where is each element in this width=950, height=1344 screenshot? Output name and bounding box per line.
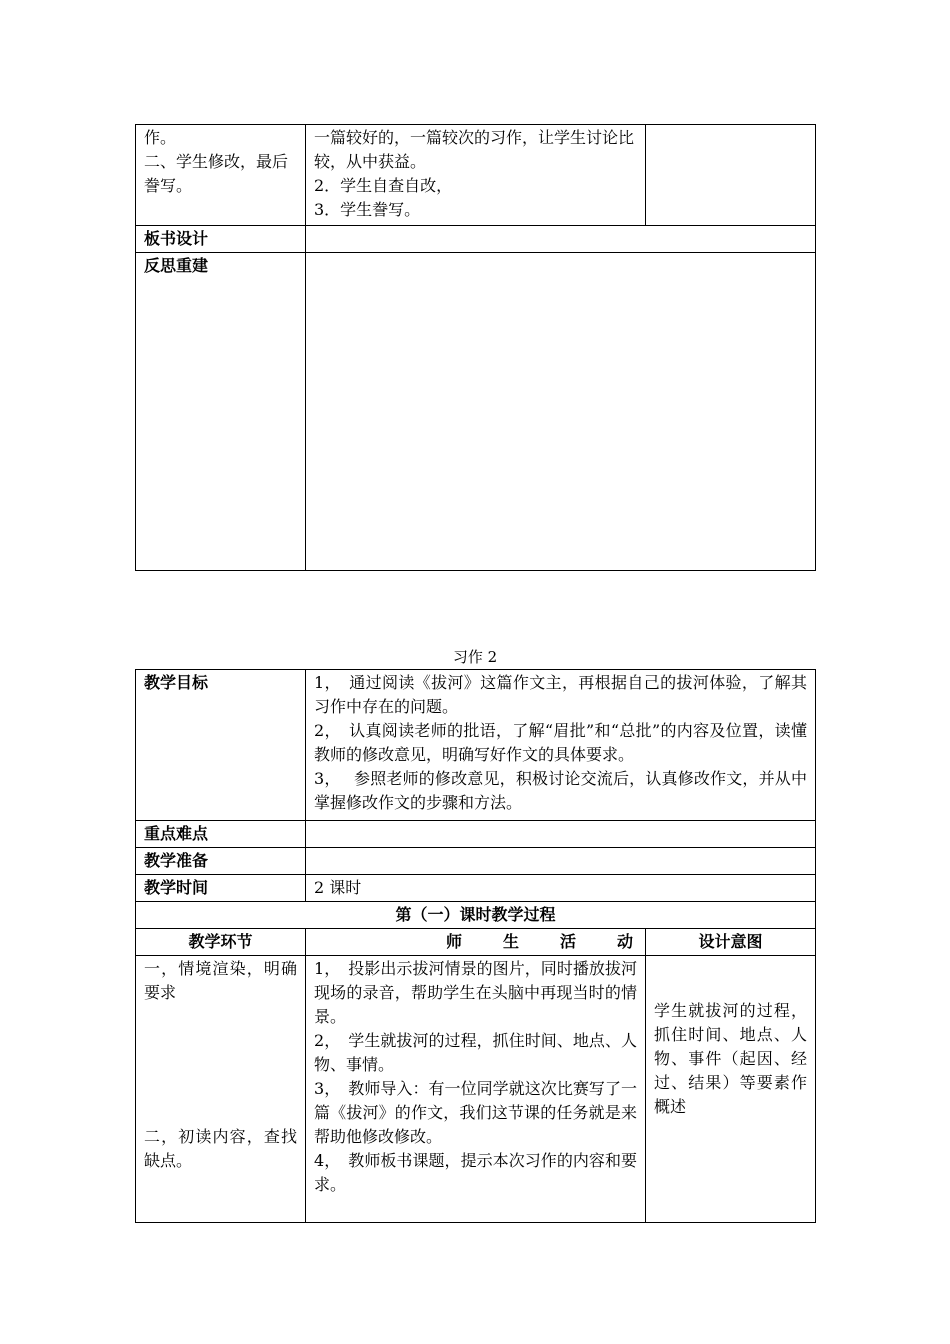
activity-item: 3， 教师导入：有一位同学就这次比赛写了一篇《拔河》的作文，我们这节课的任务就是来帮助他修改修改。 — [314, 1079, 637, 1146]
activity-item: 4， 教师板书课题，提示本次习作的内容和要求。 — [314, 1151, 637, 1194]
blackboard-design-cell — [306, 226, 816, 253]
stage-item: 二，初读内容，查找缺点。 — [144, 1127, 297, 1170]
key-points-cell — [306, 821, 816, 848]
activity-text: 2．学生自查自改， — [314, 176, 453, 195]
activity-cell — [306, 956, 646, 1223]
header-activity-char: 生 — [502, 932, 519, 951]
time-label: 教学时间 — [136, 875, 306, 902]
lesson-table-continued — [135, 124, 816, 571]
preparation-cell — [306, 848, 816, 875]
key-points-label: 重点难点 — [136, 821, 306, 848]
goals-cell — [306, 670, 816, 821]
goal-item: 2， 认真阅读老师的批语，了解“眉批”和“总批”的内容及位置，读懂教师的修改意见，明确写好作文的具体要求。 — [314, 721, 807, 764]
header-activity-char: 师 — [446, 932, 463, 951]
activity-text: 3．学生誊写。 — [314, 200, 421, 219]
blackboard-design-label: 板书设计 — [136, 226, 306, 253]
stage-text: 作。 — [144, 128, 177, 147]
process-title: 第（一）课时教学过程 — [136, 902, 816, 929]
stage-item: 一，情境渲染，明确要求 — [144, 959, 297, 1002]
header-activity-char: 动 — [616, 932, 633, 951]
header-stage: 教学环节 — [136, 929, 306, 956]
stage-cell — [136, 125, 306, 226]
lesson-plan-table — [135, 669, 816, 1223]
goal-item: 1， 通过阅读《拔河》这篇作文主，再根据自己的拔河体验，了解其习作中存在的问题。 — [314, 673, 807, 716]
intent-cell — [646, 125, 816, 226]
activity-item: 1， 投影出示拔河情景的图片，同时播放拔河现场的录音，帮助学生在头脑中再现当时的情景。 — [314, 959, 637, 1026]
preparation-label: 教学准备 — [136, 848, 306, 875]
header-activity — [306, 929, 646, 956]
intent-text: 学生就拔河的过程，抓住时间、地点、人物、事件（起因、经过、结果）等要素作概述 — [654, 1001, 807, 1116]
activity-item: 2， 学生就拔河的过程，抓住时间、地点、人物、事情。 — [314, 1031, 637, 1074]
activity-text: 一篇较好的，一篇较次的习作，让学生讨论比较，从中获益。 — [314, 128, 635, 171]
header-intent: 设计意图 — [646, 929, 816, 956]
activity-cell — [306, 125, 646, 226]
goals-label: 教学目标 — [136, 670, 306, 821]
header-activity-char: 活 — [559, 932, 576, 951]
reflection-cell — [306, 253, 816, 571]
stage-text: 二、学生修改，最后誊写。 — [144, 152, 289, 195]
intent-cell — [646, 956, 816, 1223]
time-value: 2 课时 — [306, 875, 816, 902]
goal-item: 3， 参照老师的修改意见，积极讨论交流后，认真修改作文，并从中掌握修改作文的步骤和方法。 — [314, 769, 807, 812]
reflection-label: 反思重建 — [136, 253, 306, 571]
section-caption: 习作 2 — [452, 648, 498, 666]
stage-cell — [136, 956, 306, 1223]
